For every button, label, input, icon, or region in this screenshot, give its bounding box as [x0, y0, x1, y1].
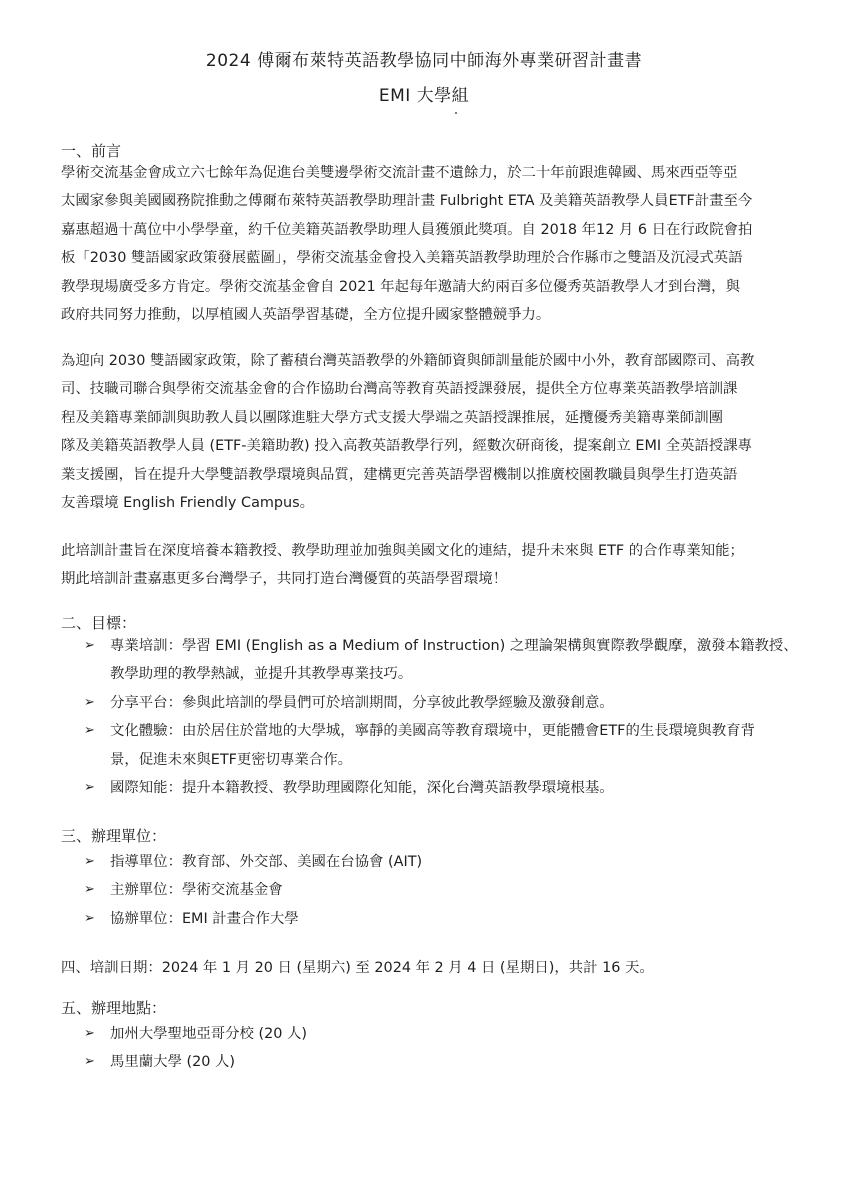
list-item	[84, 632, 798, 689]
text-line: 友善環境 English Friendly Campus。	[61, 495, 315, 512]
text-line: 文化體驗：由於居住於當地的大學城，寧靜的美國高等教育環境中，更能體會ETF的生長環境與教育背	[110, 723, 755, 740]
organizers-list	[84, 848, 422, 933]
text-line: 為迎向 2030 雙語國家政策，除了蓄積台灣英語教學的外籍師資與師訓量能於國中小外，教育部國際司、高教	[61, 353, 755, 369]
list-item	[84, 774, 798, 802]
text-line: 協辦單位：EMI 計畫合作大學	[110, 910, 299, 927]
arrow-bullet-icon: ➢	[84, 780, 95, 796]
list-item	[84, 1048, 307, 1076]
arrow-bullet-icon: ➢	[84, 1054, 95, 1070]
scan-speck	[455, 112, 457, 114]
document-subtitle: EMI 大學組	[378, 86, 470, 106]
text-line: 隊及美籍英語教學人員 (ETF-美籍助教) 投入高教英語教學行列，經數次研商後，提案創立 EMI 全英語授課專	[61, 438, 753, 455]
text-line: 教學助理的教學熱誠，並提升其教學專業技巧。	[110, 666, 413, 683]
text-line: 業支援團，旨在提升大學雙語教學環境與品質，建構更完善英語學習機制以推廣校園教職員與學生打造英語	[61, 466, 738, 483]
list-item	[84, 876, 422, 904]
text-line: 司、技職司聯合與學術交流基金會的合作協助台灣高等教育英語授課發展，提供全方位專業英語教學培訓課	[61, 381, 738, 398]
text-line: 政府共同努力推動，以厚植國人英語學習基礎，全方位提升國家整體競爭力。	[61, 307, 551, 324]
arrow-bullet-icon: ➢	[84, 910, 95, 926]
text-line: 國際知能：提升本籍教授、教學助理國際化知能，深化台灣英語教學環境根基。	[110, 780, 614, 797]
intro-paragraph-2	[61, 347, 801, 517]
text-line: 加州大學聖地亞哥分校 (20 人)	[110, 1026, 307, 1042]
goals-list	[84, 632, 798, 802]
text-line: 板「2030 雙語國家政策發展藍圖」，學術交流基金會投入美籍英語教學助理於合作縣市之雙語及沉浸式英語	[61, 250, 743, 267]
text-line: 教學現場廣受多方肯定。學術交流基金會自 2021 年起每年邀請大約兩百多位優秀英語教學人才到台灣，與	[61, 278, 740, 295]
text-line: 嘉惠超過十萬位中小學學童，約千位美籍英語教學助理人員獲頒此獎項。自 2018 年12 月 6 日在行政院會拍	[61, 221, 753, 238]
arrow-bullet-icon: ➢	[84, 854, 95, 869]
list-item	[84, 1020, 307, 1048]
list-item	[84, 848, 422, 876]
intro-paragraph-1	[61, 159, 801, 329]
text-line: 分享平台：參與此培訓的學員們可於培訓期間，分享彼此教學經驗及激發創意。	[110, 694, 614, 711]
text-line: 期此培訓計畫嘉惠更多台灣學子，共同打造台灣優質的英語學習環境！	[61, 571, 508, 588]
arrow-bullet-icon: ➢	[84, 1026, 95, 1041]
list-item	[84, 905, 422, 933]
section-heading-organizers: 三、辦理單位：	[61, 827, 167, 845]
text-line: 程及美籍專業師訓與助教人員以團隊進駐大學方式支援大學端之英語授課推展，延攬優秀美籍專業師訓團	[61, 409, 723, 426]
text-line: 太國家參與美國國務院推動之傅爾布萊特英語教學助理計畫 Fulbright ETA 及美籍英語教學人員ETF計畫至今	[61, 193, 753, 210]
text-line: 此培訓計畫旨在深度培養本籍教授、教學助理並加強與美國文化的連結，提升未來與 ETF 的合作專業知能；	[61, 543, 744, 559]
text-line: 主辦單位：學術交流基金會	[110, 882, 283, 899]
text-line: 指導單位：教育部、外交部、美國在台協會 (AIT)	[110, 854, 423, 870]
arrow-bullet-icon: ➢	[84, 694, 95, 710]
training-dates: 四、培訓日期：2024 年 1 月 20 日 (星期六) 至 2024 年 2 月 4 日 (星期日)，共計 16 天。	[61, 960, 654, 976]
text-line: 專業培訓：學習 EMI (English as a Medium of Instruction) 之理論架構與實際教學觀摩，激發本籍教授、	[110, 638, 798, 654]
location-list	[84, 1020, 307, 1077]
arrow-bullet-icon: ➢	[84, 638, 95, 653]
text-line: 景，促進未來與ETF更密切專業合作。	[110, 751, 353, 768]
list-item	[84, 689, 798, 717]
section-heading-location: 五、辦理地點：	[61, 999, 167, 1017]
document-title: 2024 傅爾布萊特英語教學協同中師海外專業研習計畫書	[205, 51, 643, 71]
section-heading-intro: 一、前言	[61, 142, 122, 160]
section-heading-goals: 二、目標：	[61, 614, 137, 632]
arrow-bullet-icon: ➢	[84, 882, 95, 898]
intro-paragraph-3	[61, 537, 801, 594]
text-line: 馬里蘭大學 (20 人)	[110, 1054, 236, 1071]
text-line: 學術交流基金會成立六七餘年為促進台美雙邊學術交流計畫不遺餘力，於二十年前跟進韓國、馬來西亞等亞	[61, 165, 738, 181]
list-item	[84, 717, 798, 774]
arrow-bullet-icon: ➢	[84, 723, 95, 739]
